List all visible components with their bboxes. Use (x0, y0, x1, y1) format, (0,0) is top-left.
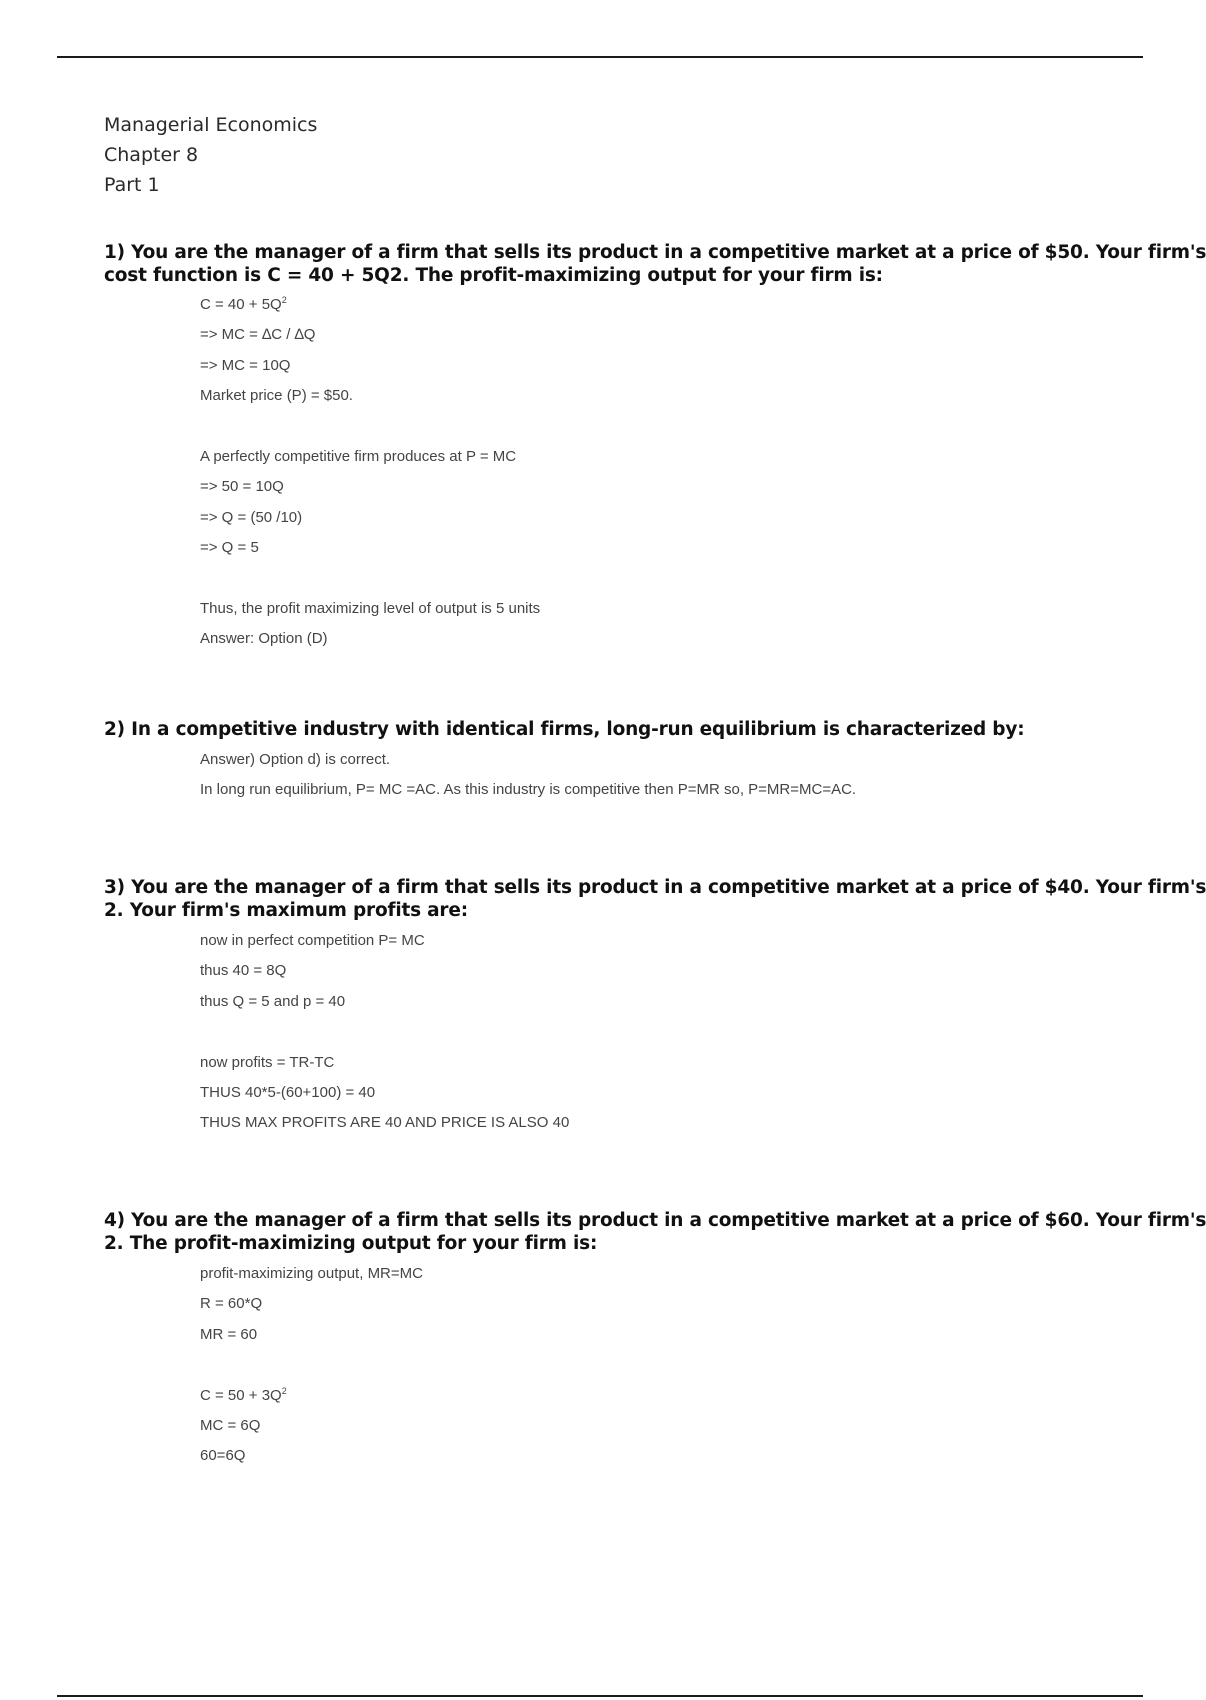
cost-function-base: C = 40 + 5Q (200, 296, 282, 313)
answer-4-step: MR = 60 (200, 1325, 258, 1343)
answer-2 (200, 745, 856, 806)
answer-1-step: => Q = 5 (200, 539, 259, 557)
chapter-label: Chapter 8 (104, 144, 199, 166)
question-2 (104, 718, 1076, 741)
answer-1-step: => MC = 10Q (200, 356, 291, 374)
question-2-line-1: 2) In a competitive industry with identical firms, long-run equilibrium is characterized by: (104, 719, 1025, 740)
answer-3-step: now in perfect competition P= MC (200, 932, 425, 949)
question-1 (104, 241, 1206, 287)
document-header (104, 110, 317, 200)
cost-function-base: C = 50 + 3Q (200, 1386, 282, 1404)
question-4-line-2: 2. The profit-maximizing output for your firm is: (104, 1233, 598, 1254)
answer-1-step: => Q = (50 /10) (200, 508, 303, 526)
answer-3-step: THUS 40*5-(60+100) = 40 (200, 1083, 376, 1101)
answer-2-option: Answer) Option d) is correct. (200, 751, 391, 768)
bottom-rule (57, 1695, 1143, 1697)
answer-1-step (200, 290, 540, 320)
answer-4-step: profit-maximizing output, MR=MC (200, 1265, 423, 1282)
answer-3-step: thus Q = 5 and p = 40 (200, 992, 346, 1010)
answer-2-explanation: In long run equilibrium, P= MC =AC. As this industry is competitive then P=MR so, P=MR=MC=AC. (200, 781, 857, 799)
answer-3-step: now profits = TR-TC (200, 1053, 335, 1071)
top-rule (57, 56, 1143, 58)
answer-3-step: thus 40 = 8Q (200, 962, 287, 980)
answer-4-step: 60=6Q (200, 1447, 246, 1465)
answer-1-option: Answer: Option (D) (200, 630, 328, 648)
question-1-line-1: 1) You are the manager of a firm that sells its product in a competitive market at a price of $50. Your firm's (104, 242, 1206, 263)
answer-4-step: R = 60*Q (200, 1295, 263, 1313)
part-label: Part 1 (104, 174, 160, 196)
answer-1-step: => 50 = 10Q (200, 478, 284, 496)
answer-3-conclusion: THUS MAX PROFITS ARE 40 AND PRICE IS ALSO 40 (200, 1114, 570, 1132)
answer-1 (200, 290, 540, 655)
answer-4 (200, 1259, 423, 1472)
course-title: Managerial Economics (104, 114, 318, 136)
question-3 (104, 876, 1206, 922)
question-3-line-2: 2. Your firm's maximum profits are: (104, 900, 468, 921)
question-4 (104, 1209, 1206, 1255)
exponent: 2 (281, 295, 287, 305)
answer-1-step: Market price (P) = $50. (200, 387, 353, 405)
question-4-line-1: 4) You are the manager of a firm that sells its product in a competitive market at a price of $60. Your firm's (104, 1210, 1206, 1231)
answer-1-step: A perfectly competitive firm produces at P = MC (200, 447, 517, 465)
exponent: 2 (281, 1385, 287, 1396)
question-1-line-2: cost function is C = 40 + 5Q2. The profit-maximizing output for your firm is: (104, 265, 883, 286)
answer-4-step: MC = 6Q (200, 1416, 261, 1434)
question-3-line-1: 3) You are the manager of a firm that sells its product in a competitive market at a price of $40. Your firm's (104, 877, 1206, 898)
answer-3 (200, 926, 569, 1139)
answer-1-step: => MC = ∆C / ∆Q (200, 326, 316, 344)
answer-1-conclusion: Thus, the profit maximizing level of output is 5 units (200, 599, 541, 617)
answer-4-step (200, 1381, 423, 1411)
